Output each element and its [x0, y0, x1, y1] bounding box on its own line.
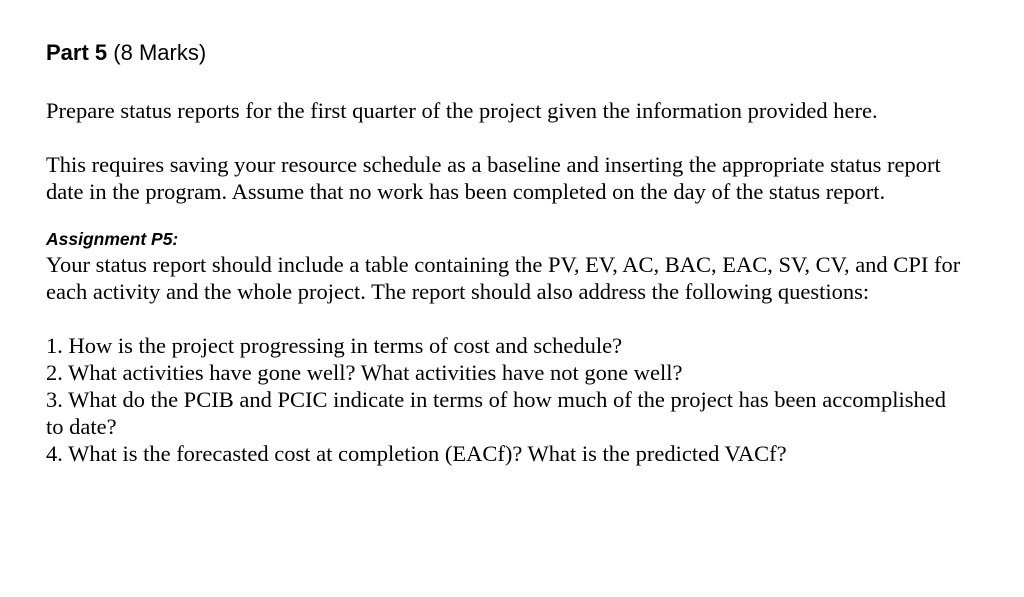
- assignment-description: Your status report should include a table containing the PV, EV, AC, BAC, EAC, SV, CV, and CPI for each activity and the whole project. The report should also address the following questions:: [46, 252, 961, 304]
- question-item: 4. What is the forecasted cost at completion (EACf)? What is the predicted VACf?: [46, 441, 787, 466]
- question-item: 2. What activities have gone well? What activities have not gone well?: [46, 360, 683, 385]
- marks-label: (8 Marks): [107, 40, 207, 65]
- requirements-paragraph: This requires saving your resource schedule as a baseline and inserting the appropriate status report date in the program. Assume that no work has been completed on the day of the status report.: [46, 152, 941, 204]
- intro-paragraph: Prepare status reports for the first quarter of the project given the information provided here.: [46, 98, 878, 123]
- assignment-label: Assignment P5:: [46, 229, 179, 249]
- part-title: Part 5: [46, 40, 108, 65]
- document-body: [46, 38, 966, 467]
- question-item: 3. What do the PCIB and PCIC indicate in terms of how much of the project has been accomplished to date?: [46, 387, 947, 439]
- question-list: [46, 332, 966, 467]
- question-item: 1. How is the project progressing in terms of cost and schedule?: [46, 333, 623, 358]
- section-heading: [46, 38, 966, 68]
